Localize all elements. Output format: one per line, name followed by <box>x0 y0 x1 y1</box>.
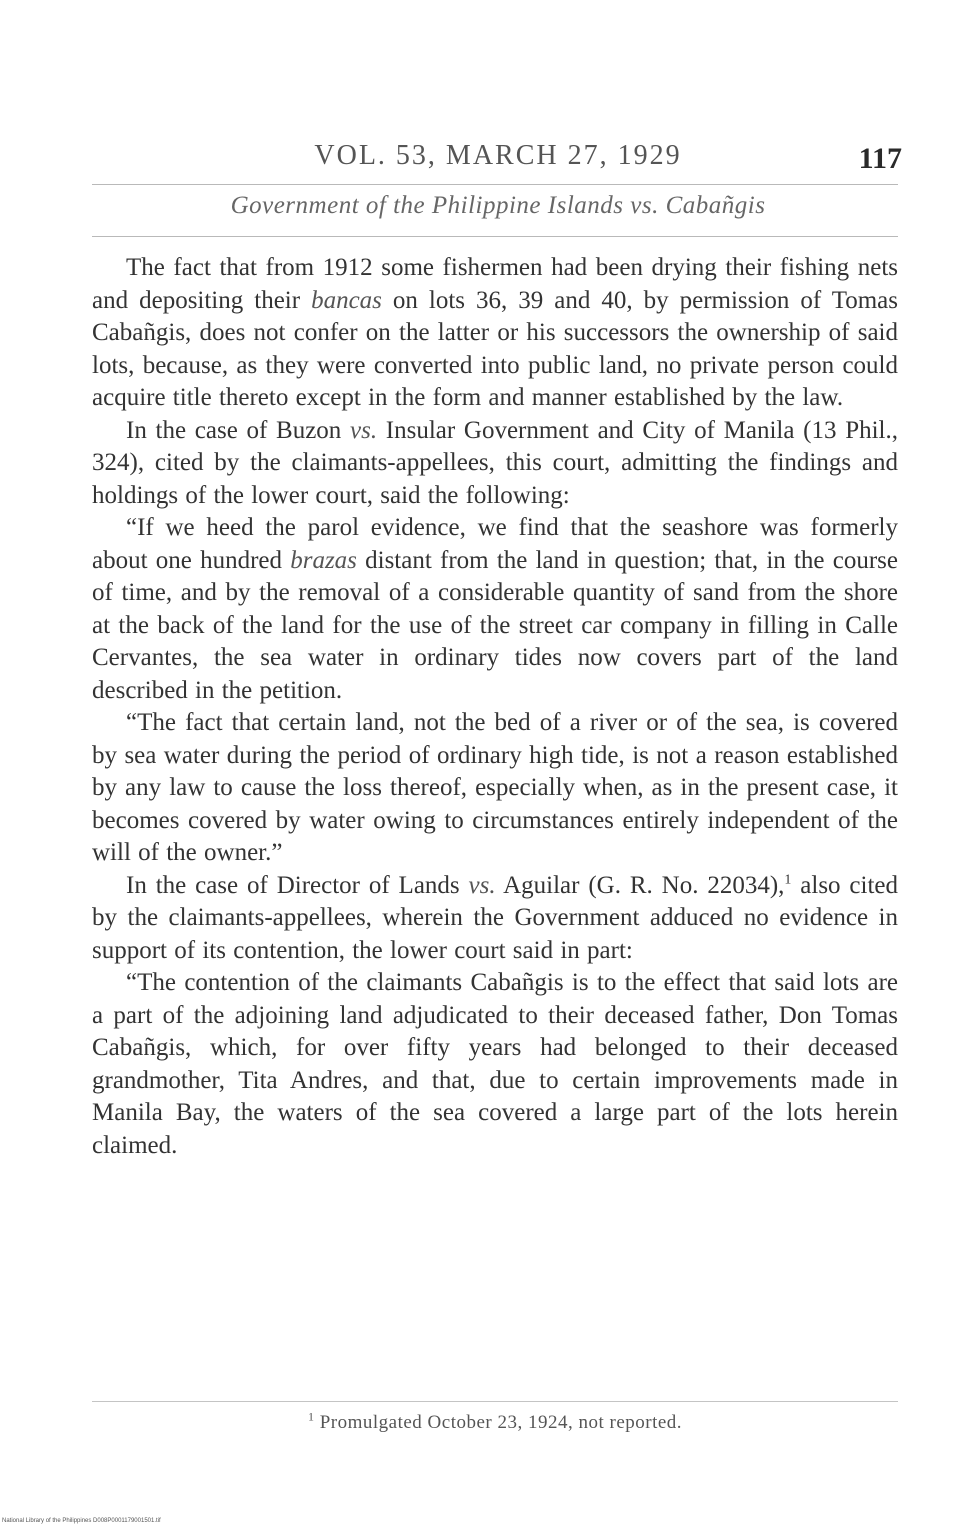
footnote-text: Promulgated October 23, 1924, not reported. <box>319 1412 683 1433</box>
footnote-rule <box>92 1401 898 1402</box>
footnote-reference: 1 <box>784 872 792 888</box>
paragraph: The fact that from 1912 some fishermen had been drying their fishing nets and depositing their bancas on lots 36, 39 and 40, by permission of Tomas Cabañgis, does not confer on the latter or his successors the ownership of said lots, because, as they were converted into public land, no private person could acquire title thereto except in the form and manner established by the law. <box>92 254 898 411</box>
italic-term: bancas <box>311 286 382 314</box>
header-rule-bottom <box>92 236 898 237</box>
library-mark: National Library of the Philippines D008P0001179001501.tif <box>2 1518 161 1524</box>
paragraph: In the case of Buzon vs. Insular Government and City of Manila (13 Phil., 324), cited by the claimants-appellees, this court, admitting the findings and holdings of the lower court, said the following: <box>92 416 898 509</box>
paragraph: “The contention of the claimants Cabañgis is to the effect that said lots are a part of the adjoining land adjudicated to their deceased father, Don Tomas Cabañgis, which, for over fifty years had belonged to their deceased grandmother, Tita Andres, and that, due to certain improvements made in Manila Bay, the waters of the sea covered a large part of the lots herein claimed. <box>92 969 898 1159</box>
volume-line: VOL. 53, MARCH 27, 1929 <box>314 140 682 171</box>
page-number: 117 <box>858 142 902 175</box>
footnote <box>92 1409 898 1434</box>
paragraph: “The fact that certain land, not the bed of a river or of the sea, is covered by sea water during the period of ordinary high tide, is not a reason established by any law to cause the loss thereof, especially when, as in the present case, it becomes covered by water owing to circumstances entirely independent of the will of the owner.” <box>92 709 898 866</box>
italic-term: vs. <box>350 416 378 444</box>
paragraph: “If we heed the parol evidence, we find that the seashore was formerly about one hundred brazas distant from the land in question; that, in the course of time, and by the removal of a considerable quantity of sand from the shore at the back of the land for the use of the street car company in filling in Calle Cervantes, the sea water in ordinary tides now covers part of the land described in the petition. <box>92 514 898 704</box>
header-rule-top <box>92 184 898 185</box>
running-head <box>92 136 904 180</box>
body-text <box>92 252 898 1162</box>
italic-term: brazas <box>290 546 357 574</box>
footnote-mark: 1 <box>307 1409 315 1424</box>
italic-term: vs. <box>468 871 496 899</box>
paragraph: In the case of Director of Lands vs. Aguilar (G. R. No. 22034),$^1$ also cited by the claimants-appellees, wherein the Government adduced no evidence in support of its contention, the lower court said in part: <box>92 871 899 964</box>
case-title: Government of the Philippine Islands vs. Cabañgis <box>230 192 766 219</box>
